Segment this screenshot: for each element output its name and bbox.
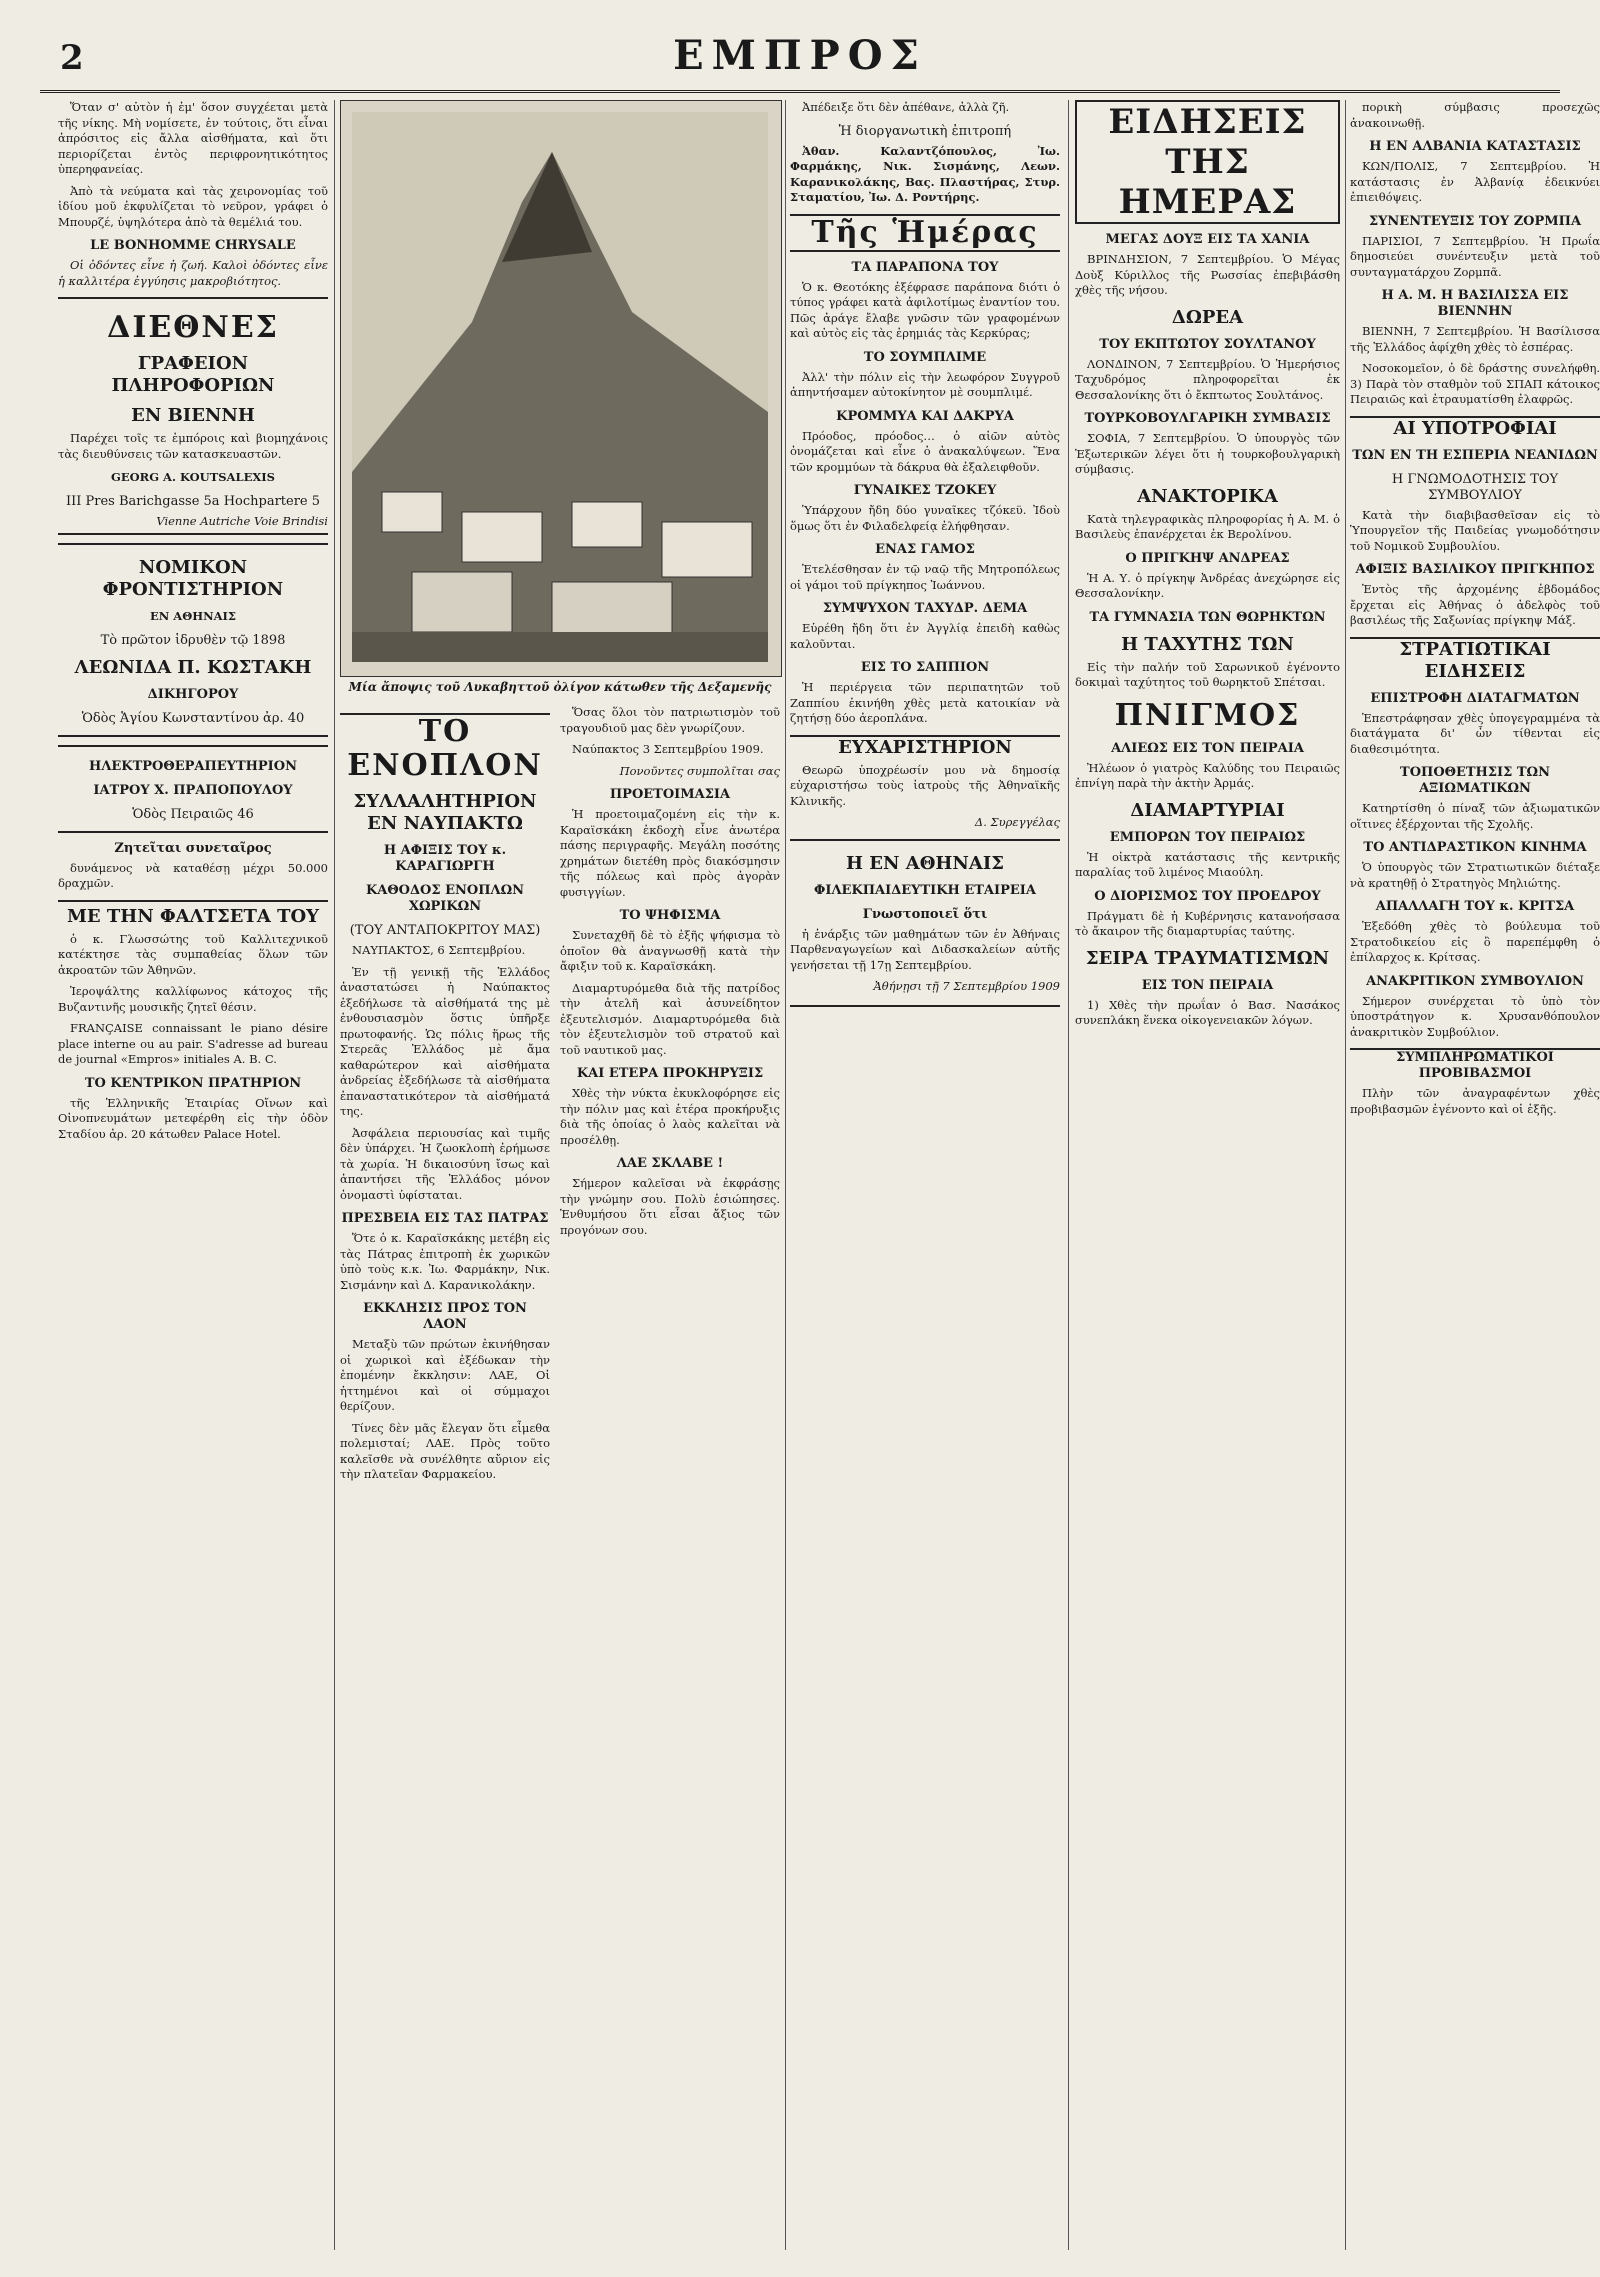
article-text: Ἐξεδόθη χθὲς τὸ βούλευμα τοῦ Στρατοδικείου εἰς ὃ παρεπέμφθη ὁ ἐπίλαρχος κ. Κρίτσας. bbox=[1350, 919, 1600, 964]
article-text: Κατὰ τηλεγραφικὰς πληροφορίας ἡ Α. Μ. ὁ Βασιλεὺς ἐπανέρχεται ἐκ Βερολίνου. bbox=[1075, 511, 1340, 541]
article-text: Ἡ Α. Υ. ὁ πρίγκηψ Ἀνδρέας ἀνεχώρησε εἰς Θεσσαλονίκην. bbox=[1075, 570, 1340, 600]
article-text: ΒΙΕΝΝΗ, 7 Σεπτεμβρίου. Ἡ Βασίλισσα τῆς Ἑλλάδος ἀφίχθη χθὲς τὸ ἑσπέρας. bbox=[1350, 324, 1600, 354]
section-subheading: Η ΓΝΩΜΟΔΟΤΗΣΙΣ ΤΟΥ ΣΥΜΒΟΥΛΙΟΥ bbox=[1391, 471, 1559, 503]
article-text: ΛΟΝΔΙΝΟΝ, 7 Σεπτεμβρίου. Ὁ Ἡμερήσιος Ταχυδρόμος πληροφορεῖται ἐκ Θεσσαλονίκης ὅτι ὁ ἔκπτωτος Σουλτάνος. bbox=[1075, 356, 1340, 402]
ad-city: Vienne Autriche Voie Brindisi bbox=[156, 513, 328, 528]
ad-body: τῆς Ἑλληνικῆς Ἑταιρίας Οἴνων καὶ Οἰνοπνευμάτων μετεφέρθη εἰς τὴν ὁδὸν Σταδίου ἀρ. 20 κάτωθεν Palace Hotel. bbox=[58, 1095, 328, 1141]
column-rule bbox=[785, 100, 786, 2250]
section-heading: ΠΡΟΕΤΟΙΜΑΣΙΑ bbox=[609, 787, 731, 802]
news-banner: ΕΙΔΗΣΕΙΣ ΤΗΣ ΗΜΕΡΑΣ bbox=[1075, 100, 1340, 224]
article-text: Συνεταχθῆ δὲ τὸ ἐξῆς ψήφισμα τὸ ὁποῖον θὰ ἀναγνωσθῇ κατὰ τὴν ἄφιξιν τοῦ κ. Καραϊσκάκη. bbox=[560, 928, 780, 973]
article-text: Ὅσας ὅλοι τὸν πατριωτισμὸν τοῦ τραγουδιοῦ μας δὲν γνωρίζουν. bbox=[560, 705, 780, 735]
article-text: Χθὲς τὴν νύκτα ἐκυκλοφόρησε εἰς τὴν πόλιν μας καὶ ἑτέρα προκήρυξις διὰ τῆς ὁποίας ὁ λαὸς καλεῖται νὰ προσέλθῃ. bbox=[560, 1086, 780, 1147]
ad-law-office bbox=[58, 543, 328, 737]
article-title: ΤΟ ΕΝΟΠΛΟΝ bbox=[340, 713, 550, 783]
ad-contact: GEORG A. KOUTSALEXIS bbox=[111, 470, 275, 484]
ad-title: ΗΛΕΚΤΡΟΘΕΡΑΠΕΥΤΗΡΙΟΝ bbox=[89, 758, 297, 774]
section-heading: ΕΙΣ ΤΟ ΣΑΠΠΙΟΝ bbox=[860, 660, 990, 675]
ad-name: ΙΑΤΡΟΥ Χ. ΠΡΑΠΟΠΟΥΛΟΥ bbox=[93, 782, 293, 798]
section-heading: Η ΕΝ ΑΛΒΑΝΙΑ ΚΑΤΑΣΤΑΣΙΣ bbox=[1369, 139, 1581, 154]
ad-subtitle: ΓΡΑΦΕΙΟΝ ΠΛΗΡΟΦΟΡΙΩΝ bbox=[111, 353, 275, 396]
section-heading: Η Α. Μ. Η ΒΑΣΙΛΙΣΣΑ ΕΙΣ ΒΙΕΝΝΗΝ bbox=[1381, 288, 1569, 319]
ad-body: ὁ κ. Γλωσσώτης τοῦ Καλλιτεχνικοῦ κατέκτησε τὰς συμπαθείας ὅλων τῶν ἀκροατῶν τῶν Ἀθηνῶν. bbox=[58, 931, 328, 977]
column-rule bbox=[1068, 100, 1069, 2250]
article-text: Κατὰ τὴν διαβιβασθεῖσαν εἰς τὸ Ὑπουργεῖον τῆς Παιδείας γνωμοδότησιν τοῦ Νομικοῦ Συμβουλίου. bbox=[1350, 507, 1600, 553]
dateline: Ναύπακτος 3 Σεπτεμβρίου 1909. bbox=[572, 742, 764, 756]
article-text: Ὅτε ὁ κ. Καραϊσκάκης μετέβη εἰς τὰς Πάτρας ἐπιτροπὴ ἐκ χωρικῶν ὑπὸ τοὺς κ.κ. Ἰω. Φαρμάκην, Νικ. Σισμάνην καὶ Δ. Καρανικολάκην. bbox=[340, 1231, 550, 1292]
ad-title: ΜΕ ΤΗΝ ΦΑΛΤΣΕΤΑ ΤΟΥ bbox=[58, 900, 328, 928]
ad-place: ΕΝ ΑΘΗΝΑΙΣ bbox=[149, 609, 237, 623]
article-text: Ὅταν σ' αὐτὸν ἡ ἐμ' ὅσον συγχέεται μετὰ τῆς νίκης. Μὴ νομίσετε, ἐν τούτοις, ὅτι εἶναι ἀπρόσιτος εἰς ἄλλα αἰσθήματα, καὶ ὅτι περιορίζεται ἐντὸς περιφρονητικότητος ὑπερηφανείας. bbox=[58, 100, 328, 176]
section-heading: ΕΝΑΣ ΓΑΜΟΣ bbox=[875, 542, 975, 557]
section-heading: Ο ΔΙΟΡΙΣΜΟΣ ΤΟΥ ΠΡΟΕΔΡΟΥ bbox=[1094, 888, 1321, 904]
section-heading: ΤΟΠΟΘΕΤΗΣΙΣ ΤΩΝ ΑΞΙΩΜΑΤΙΚΩΝ bbox=[1400, 765, 1550, 796]
section-banner: Τῆς Ἡμέρας bbox=[790, 214, 1060, 252]
article-text: Εἰς τὴν παλήν τοῦ Σαρωνικοῦ ἐγένοντο δοκιμαὶ ταχύτητος τοῦ θωρηκτοῦ Σπέτσαι. bbox=[1075, 659, 1340, 689]
article-text: ΒΡΙΝΔΗΣΙΟΝ, 7 Σεπτεμβρίου. Ὁ Μέγας Δοὺξ Κύριλλος τῆς Ρωσσίας ἐπεβιβάσθη χθὲς τῆς νήσου. bbox=[1075, 252, 1340, 297]
section-heading: ΕΚΚΛΗΣΙΣ ΠΡΟΣ ΤΟΝ ΛΑΟΝ bbox=[363, 1301, 527, 1332]
section-heading: Ο ΠΡΙΓΚΗΨ ΑΝΔΡΕΑΣ bbox=[1125, 550, 1290, 566]
column-1 bbox=[58, 100, 328, 2250]
article-text: Ἐτελέσθησαν ἐν τῷ ναῷ τῆς Μητροπόλεως οἱ γάμοι τοῦ πρίγκηπος Ἰωάννου. bbox=[790, 562, 1060, 592]
section-heading: ΤΑ ΓΥΜΝΑΣΙΑ ΤΩΝ ΘΩΡΗΚΤΩΝ bbox=[1089, 609, 1326, 625]
article-text: πορικὴ σύμβασις προσεχῶς ἀνακοινωθῇ. bbox=[1350, 100, 1600, 130]
notice-title: Η ΕΝ ΑΘΗΝΑΙΣ bbox=[846, 852, 1004, 874]
section-heading: ΑΝΑΚΡΙΤΙΚΟΝ ΣΥΜΒΟΥΛΙΟΝ bbox=[1366, 973, 1584, 989]
article-text: Ἡ περιέργεια τῶν περιπατητῶν τοῦ Ζαππίου ἐκινήθη χθὲς μετὰ κατοικίαν νὰ ζητήσῃ δύο ἀεροπλάνα. bbox=[790, 680, 1060, 725]
section-heading: ΔΙΑΜΑΡΤΥΡΙΑΙ bbox=[1130, 799, 1285, 821]
ad-place: ΕΝ ΒΙΕΝΝΗ bbox=[131, 405, 255, 426]
article-text: 1) Χθὲς τὴν πρωΐαν ὁ Βασ. Νασάκος συνεπλάκη ἕνεκα οἰκογενειακῶν λόγων. bbox=[1075, 997, 1340, 1027]
column-3 bbox=[790, 100, 1060, 2250]
ad-body: Τὸ πρῶτον ἱδρυθὲν τῷ 1898 bbox=[100, 632, 286, 648]
society-notice bbox=[790, 839, 1060, 1007]
section-heading: ΣΤΡΑΤΙΩΤΙΚΑΙ ΕΙΔΗΣΕΙΣ bbox=[1350, 637, 1600, 683]
section-heading: ΑΙ ΥΠΟΤΡΟΦΙΑΙ bbox=[1350, 416, 1600, 440]
column-rule bbox=[334, 100, 335, 2250]
column-2-right bbox=[560, 705, 780, 2250]
article-text: Ἐντὸς τῆς ἀρχομένης ἑβδομάδος ἔρχεται εἰς Ἀθήνας ὁ ἀδελφὸς τοῦ βασιλέως τῆς Σαξωνίας πρίγκηψ Μάξ. bbox=[1350, 582, 1600, 627]
article-text: Ἠλέωον ὁ γιατρὸς Καλύδης του Πειραιῶς ἐπνίγη παρὰ τὴν ἀκτὴν Ἀρμάς. bbox=[1075, 760, 1340, 790]
article-text: Πράγματι δὲ ἡ Κυβέρνησις κατανοήσασα τὸ ἄκαιρον τῆς διαμαρτυρίας ταύτης. bbox=[1075, 908, 1340, 938]
article-text: Ὁ ὑπουργὸς τῶν Στρατιωτικῶν διέταξε νὰ κρατηθῇ ὁ Στρατηγὸς Μηλιώτης. bbox=[1350, 860, 1600, 890]
article-text: Ἡ οἰκτρὰ κατάστασις τῆς κεντρικῆς παραλίας τοῦ λιμένος Μιαούλη. bbox=[1075, 849, 1340, 879]
ad-address: Ὁδὸς Πειραιῶς 46 bbox=[132, 806, 254, 822]
section-heading: ΛΑΕ ΣΚΛΑΒΕ ! bbox=[616, 1156, 724, 1171]
article-subtitle: Η ΑΦΙΞΙΣ ΤΟΥ κ. ΚΑΡΑΓΙΩΡΓΗ bbox=[383, 843, 507, 874]
article-subtitle: ΣΥΛΛΑΛΗΤΗΡΙΟΝ ΕΝ ΝΑΥΠΑΚΤΩ bbox=[353, 791, 537, 834]
article-text: Μεταξὺ τῶν πρώτων ἐκινήθησαν οἱ χωρικοὶ καὶ ἐξέδωκαν τὴν ἑπομένην ἔκκλησιν: ΛΑΕ, Οἱ ἡττημένοι καὶ οἱ σύμμαχοι θερίζουν. bbox=[340, 1337, 550, 1413]
ad-title: ΝΟΜΙΚΟΝ ΦΡΟΝΤΙΣΤΗΡΙΟΝ bbox=[102, 557, 284, 600]
ad-title: Ζητεῖται συνεταῖρος bbox=[114, 840, 272, 856]
newspaper-title: ΕΜΠΡΟΣ bbox=[673, 32, 927, 79]
ad-body: Ἱεροψάλτης καλλίφωνος κάτοχος τῆς Βυζαντινῆς μουσικῆς ζητεῖ θέσιν. bbox=[58, 984, 328, 1014]
section-subheading: ΕΙΣ ΤΟΝ ΠΕΙΡΑΙΑ bbox=[1141, 977, 1274, 993]
section-heading: ΣΥΜΨΥΧΟΝ ΤΑΧΥΔΡ. ΔΕΜΑ bbox=[822, 601, 1028, 616]
ad-address: III Pres Barichgasse 5a Hochpartere 5 bbox=[65, 493, 321, 509]
committee-heading: Ἡ διοργανωτικὴ ἐπιτροπή bbox=[838, 123, 1012, 139]
dateline: ΝΑΥΠΑΚΤΟΣ, 6 Σεπτεμβρίου. bbox=[352, 943, 526, 957]
ad-title: ΔΙΕΘΝΕΣ bbox=[107, 310, 279, 345]
ad-body: Παρέχει τοῖς τε ἐμπόροις καὶ βιομηχάνοις τὰς διευθύνσεις τῶν κατασκευαστῶν. bbox=[58, 431, 328, 461]
section-subheading: ΕΠΙΣΤΡΟΦΗ ΔΙΑΤΑΓΜΑΤΩΝ bbox=[1370, 690, 1580, 706]
section-subheading: ΤΩΝ ΕΝ ΤΗ ΕΣΠΕΡΙΑ ΝΕΑΝΙΔΩΝ bbox=[1352, 447, 1598, 463]
section-subheading: ΕΜΠΟΡΩΝ ΤΟΥ ΠΕΙΡΑΙΩΣ bbox=[1109, 829, 1306, 845]
ad-vienna bbox=[58, 297, 328, 535]
column-2-left bbox=[340, 705, 550, 2250]
engraving-caption: Μία ἄποψις τοῦ Λυκαβηττοῦ ὀλίγον κάτωθεν τῆς Δεξαμενῆς bbox=[348, 680, 772, 694]
article-text: Πρόοδος, πρόοδος… ὁ αἰῶν αὐτὸς ὀνομάζεται καὶ εἶνε ὁ ἀνακαλύψεων. Ἕνα τῶν κρομμύων τὰ δάκρυα θὰ ἐξαλειφθοῦν. bbox=[790, 428, 1060, 474]
notice-subtitle: Γνωστοποιεῖ ὅτι bbox=[862, 906, 988, 922]
lycabettus-engraving bbox=[352, 112, 768, 662]
section-heading: ΤΟ ΣΟΥΜΠΛΙΜΕ bbox=[863, 349, 987, 365]
section-heading: ΕΥΧΑΡΙΣΤΗΡΙΟΝ bbox=[790, 735, 1060, 759]
article-text: Σήμερον συνέρχεται τὸ ὑπὸ τὸν ὑποστράτηγον κ. Χρυσανθόπουλον ἀνακριτικὸν Συμβούλιον. bbox=[1350, 993, 1600, 1039]
article-text: Ἀπέδειξε ὅτι δὲν ἀπέθανε, ἀλλὰ ζῆ. bbox=[802, 100, 1010, 114]
ad-title: ΤΟ ΚΕΝΤΡΙΚΟΝ ΠΡΑΤΗΡΙΟΝ bbox=[84, 1075, 302, 1091]
section-heading: ΤΟ ΨΗΦΙΣΜΑ bbox=[619, 908, 721, 923]
aphorism: Οἱ ὀδόντες εἶνε ἡ ζωή. Καλοὶ ὀδόντες εἶνε ἡ καλλιτέρα ἐγγύησις μακροβιότητος. bbox=[58, 258, 328, 288]
section-heading: ΣΥΝΕΝΤΕΥΞΙΣ ΤΟΥ ΖΟΡΜΠΑ bbox=[1368, 213, 1582, 229]
page-number: 2 bbox=[60, 38, 84, 78]
article-text: Ἀλλ' τὴν πόλιν εἰς τὴν λεωφόρον Συγγροῦ ἀπηντήσαμεν αὐτοκίνητον μὲ σουμπλιμέ. bbox=[790, 369, 1060, 399]
section-heading: ΠΝΙΓΜΟΣ bbox=[1114, 697, 1301, 733]
section-heading: ΑΝΑΚΤΟΡΙΚΑ bbox=[1137, 485, 1278, 507]
section-subheading: ΑΛΙΕΩΣ ΕΙΣ ΤΟΝ ΠΕΙΡΑΙΑ bbox=[1111, 740, 1304, 756]
article-text: Ἐπεστράφησαν χθὲς ὑπογεγραμμένα τὰ διατάγματα δι' ὧν τίθενται εἰς διαθεσιμότητα. bbox=[1350, 710, 1600, 756]
section-heading: ΑΦΙΞΙΣ ΒΑΣΙΛΙΚΟΥ ΠΡΙΓΚΗΠΟΣ bbox=[1355, 562, 1595, 577]
article-text: Ἡ προετοιμαζομένη εἰς τὴν κ. Καραϊσκάκη ἐκδοχὴ εἶνε ἀνωτέρα πάσης περιγραφῆς. Μεγάλη ποσότης χρημάτων διετέθη πρὸς διακόσμησιν τῆς πόλεως καὶ πρὸς ἀγορὰν φυσιγγίων. bbox=[560, 807, 780, 899]
section-heading: ΠΡΕΣΒΕΙΑ ΕΙΣ ΤΑΣ ΠΑΤΡΑΣ bbox=[341, 1211, 549, 1226]
article-text: Ὁ κ. Θεοτόκης ἐξέφρασε παράπονα διότι ὁ τύπος γράφει κατὰ ἀφιλοτίμως ἐναντίον του. Πῶς ἀράγε ἔλαβε γνῶσιν τῶν γραφομένων καὶ αὐτὸς εἰς τὰς ἐρημιάς τὰς Κερκύρας; bbox=[790, 279, 1060, 340]
section-heading: ΣΥΜΠΛΗΡΩΜΑΤΙΚΟΙ ΠΡΟΒΙΒΑΣΜΟΙ bbox=[1350, 1048, 1600, 1082]
ad-electrotherapy bbox=[58, 745, 328, 833]
article-text: Τίνες δὲν μᾶς ἔλεγαν ὅτι εἶμεθα πολεμισταί; ΛΑΕ. Πρὸς τοῦτο καλεῖσθε νὰ συνέλθητε αὔριον εἰς τὴν πλατεῖαν Φαρμακείου. bbox=[340, 1420, 550, 1481]
column-4 bbox=[1075, 100, 1340, 2250]
committee-members: Ἀθαν. Καλαντζόπουλος, Ἰω. Φαρμάκης, Νικ. Σισμάνης, Λεων. Καρανικολάκης, Βας. Πλαστήρας, Στυρ. Σταματίου, Ἰω. Δ. Ροντήρης. bbox=[790, 143, 1060, 204]
section-heading: ΔΩΡΕΑ bbox=[1171, 306, 1244, 328]
article-text: ΠΑΡΙΣΙΟΙ, 7 Σεπτεμβρίου. Ἡ Πρωΐα δημοσιεύει συνέντευξιν μετὰ τοῦ συνταγματάρχου Ζορμπᾶ. bbox=[1350, 233, 1600, 279]
article-text: Κατηρτίσθη ὁ πίναξ τῶν ἀξιωματικῶν οἵτινες ἐξέρχονται τῆς Σχολῆς. bbox=[1350, 801, 1600, 831]
article-subtitle: ΚΑΘΟΔΟΣ ΕΝΟΠΛΩΝ ΧΩΡΙΚΩΝ bbox=[365, 883, 525, 914]
masthead bbox=[40, 28, 1560, 93]
article-text: ΣΟΦΙΑ, 7 Σεπτεμβρίου. Ὁ ὑπουργὸς τῶν Ἐξωτερικῶν λέγει ὅτι ἡ τουρκοβουλγαρικὴ σύμβασις. bbox=[1075, 431, 1340, 476]
article-text: Νοσοκομεῖον, ὁ δὲ δράστης συνελήφθη. 3) Παρὰ τὸν σταθμὸν τοῦ ΣΠΑΠ κάτοικος Πειραιῶς καὶ ἐτραυματίσθη ἐλαφρῶς. bbox=[1350, 361, 1600, 406]
section-subheading: ΤΟΥ ΕΚΠΤΩΤΟΥ ΣΟΥΛΤΑΝΟΥ bbox=[1099, 336, 1316, 352]
byline: (ΤΟΥ ΑΝΤΑΠΟΚΡΙΤΟΥ ΜΑΣ) bbox=[349, 923, 541, 938]
section-heading: ΜΕΓΑΣ ΔΟΥΞ ΕΙΣ ΤΑ ΧΑΝΙΑ bbox=[1105, 232, 1310, 247]
section-heading: ΑΠΑΛΛΑΓΗ ΤΟΥ κ. ΚΡΙΤΣΑ bbox=[1375, 899, 1575, 914]
article-text: Εὑρέθη ἤδη ὅτι ἐν Ἀγγλίᾳ ἐπειδὴ καθὼς καλοῦνται. bbox=[790, 621, 1060, 651]
article-text: Ἀπὸ τὰ νεύματα καὶ τὰς χειρονομίας τοῦ ἰδίου μοῦ ἐκφυλίζεται τὸ νεῦρον, γράφει ὁ Μπουρζέ, ὑψηλότερα ἀπὸ τὰ θεμέλιά του. bbox=[58, 183, 328, 229]
ad-body: δυνάμενος νὰ καταθέσῃ μέχρι 50.000 δραχμῶν. bbox=[58, 860, 328, 890]
column-5 bbox=[1350, 100, 1600, 2250]
article-text: Θεωρῶ ὑποχρέωσίν μου νὰ δημοσίᾳ εὐχαριστήσω τοὺς ἰατροὺς τῆς Ἀθηναϊκῆς Κλινικῆς. bbox=[790, 762, 1060, 808]
section-heading: ΤΟ ΑΝΤΙΔΡΑΣΤΙΚΟΝ ΚΙΝΗΜΑ bbox=[1363, 840, 1587, 855]
notice-body: ἡ ἐνάρξις τῶν μαθημάτων τῶν ἐν Ἀθήναις Παρθεναγωγείων καὶ Διδασκαλείων αὐτῆς γενήσεται τῇ 17ῃ Σεπτεμβρίου. bbox=[790, 926, 1060, 972]
article-text: Ἀσφάλεια περιουσίας καὶ τιμῆς δὲν ὑπάρχει. Ἡ ζωοκλοπὴ ἐρήμωσε τὰ χωρία. Ἡ δικαιοσύνη ἴσως καὶ ἀπαντήσει τῆς Ἑλλάδος μόνον ὀνομαστὶ ὑφίσταται. bbox=[340, 1125, 550, 1202]
section-heading: ΤΟΥΡΚΟΒΟΥΛΓΑΡΙΚΗ ΣΥΜΒΑΣΙΣ bbox=[1084, 411, 1331, 426]
ad-body: FRANÇAISE connaissant le piano désire place interne ou au pair. S'adresse ad bureau de journal «Empros» initiales A. B. C. bbox=[58, 1021, 328, 1066]
author-signature: LE BONHOMME CHRYSALE bbox=[90, 238, 296, 253]
section-heading: ΚΑΙ ΕΤΕΡΑ ΠΡΟΚΗΡΥΞΙΣ bbox=[576, 1066, 764, 1081]
section-heading: ΣΕΙΡΑ ΤΡΑΥΜΑΤΙΣΜΩΝ bbox=[1085, 947, 1330, 969]
ad-address: Ὁδὸς Ἁγίου Κωνσταντίνου ἀρ. 40 bbox=[81, 710, 305, 726]
article-text: Ἐν τῇ γενικῇ τῆς Ἑλλάδος ἀναστατώσει ἡ Ναύπακτος ἐξεδήλωσε τὰ αἰσθήματά της μὲ ἐνθουσιασμὸν ὅστις ὑπῆρξε πρωτοφανής. Ὡς πόλις ἥρως τῆς Στερεᾶς Ἑλλάδος μὲ ἄμα καθαρώτερον καὶ αἰσθήματα ἀνδρείας ἐξεδήλωσε τὰ αἰσθήματα ἐπαναστατικότερον τὰ αἰσθήματά της. bbox=[340, 964, 550, 1118]
article-text: ΚΩΝ/ΠΟΛΙΣ, 7 Σεπτεμβρίου. Ἡ κατάστασις ἐν Ἀλβανίᾳ ἐδεικνύει ἐπιειθόψεις. bbox=[1350, 159, 1600, 204]
section-heading: ΤΑ ΠΑΡΑΠΟΝΑ ΤΟΥ bbox=[851, 259, 999, 275]
column-rule bbox=[1345, 100, 1346, 2250]
signature: Δ. Συρεγγέλας bbox=[974, 815, 1060, 829]
ad-name: ΛΕΩΝΙΔΑ Π. ΚΩΣΤΑΚΗ bbox=[74, 656, 312, 678]
article-text: Πλὴν τῶν ἀναγραφέντων χθὲς προβιβασμῶν ἐγένοντο καὶ οἱ ἑξῆς. bbox=[1350, 1086, 1600, 1116]
section-subheading: Η ΤΑΧΥΤΗΣ ΤΩΝ bbox=[1121, 633, 1294, 655]
signature: Πονοῦντες συμπολῖται σας bbox=[619, 763, 780, 778]
section-heading: ΚΡΟΜΜΥΑ ΚΑΙ ΔΑΚΡΥΑ bbox=[836, 408, 1014, 424]
article-text: Διαμαρτυρόμεθα διὰ τῆς πατρίδος τὴν ἀτελῆ καὶ ἀσυνείδητον ἐξευτελισμόν. Διαμαρτυρόμεθα διὰ τὸν ἐξευτελισμὸν τοῦ στρατοῦ καὶ τοῦ ναυτικοῦ μας. bbox=[560, 980, 780, 1057]
ad-role: ΔΙΚΗΓΟΡΟΥ bbox=[147, 686, 239, 702]
notice-date: Ἀθήνῃσι τῇ 7 Σεπτεμβρίου 1909 bbox=[873, 979, 1060, 993]
article-text: Ὑπάρχουν ἤδη δύο γυναῖκες τζόκεϋ. Ἰδοὺ ὅμως ὅτι ἐν Φιλαδελφείᾳ ἐλήφθησαν. bbox=[790, 503, 1060, 533]
notice-subtitle: ΦΙΛΕΚΠΑΙΔΕΥΤΙΚΗ ΕΤΑΙΡΕΙΑ bbox=[814, 882, 1036, 898]
article-text: Σήμερον καλεῖσαι νὰ ἐκφράσῃς τὴν γνώμην σου. Πολὺ ἐσιώπησες. Ἐνθυμήσου ὅτι εἶσαι ἄξιος τῶν προγόνων σου. bbox=[560, 1176, 780, 1237]
section-heading: ΓΥΝΑΙΚΕΣ ΤΖΟΚΕΥ bbox=[853, 483, 997, 498]
